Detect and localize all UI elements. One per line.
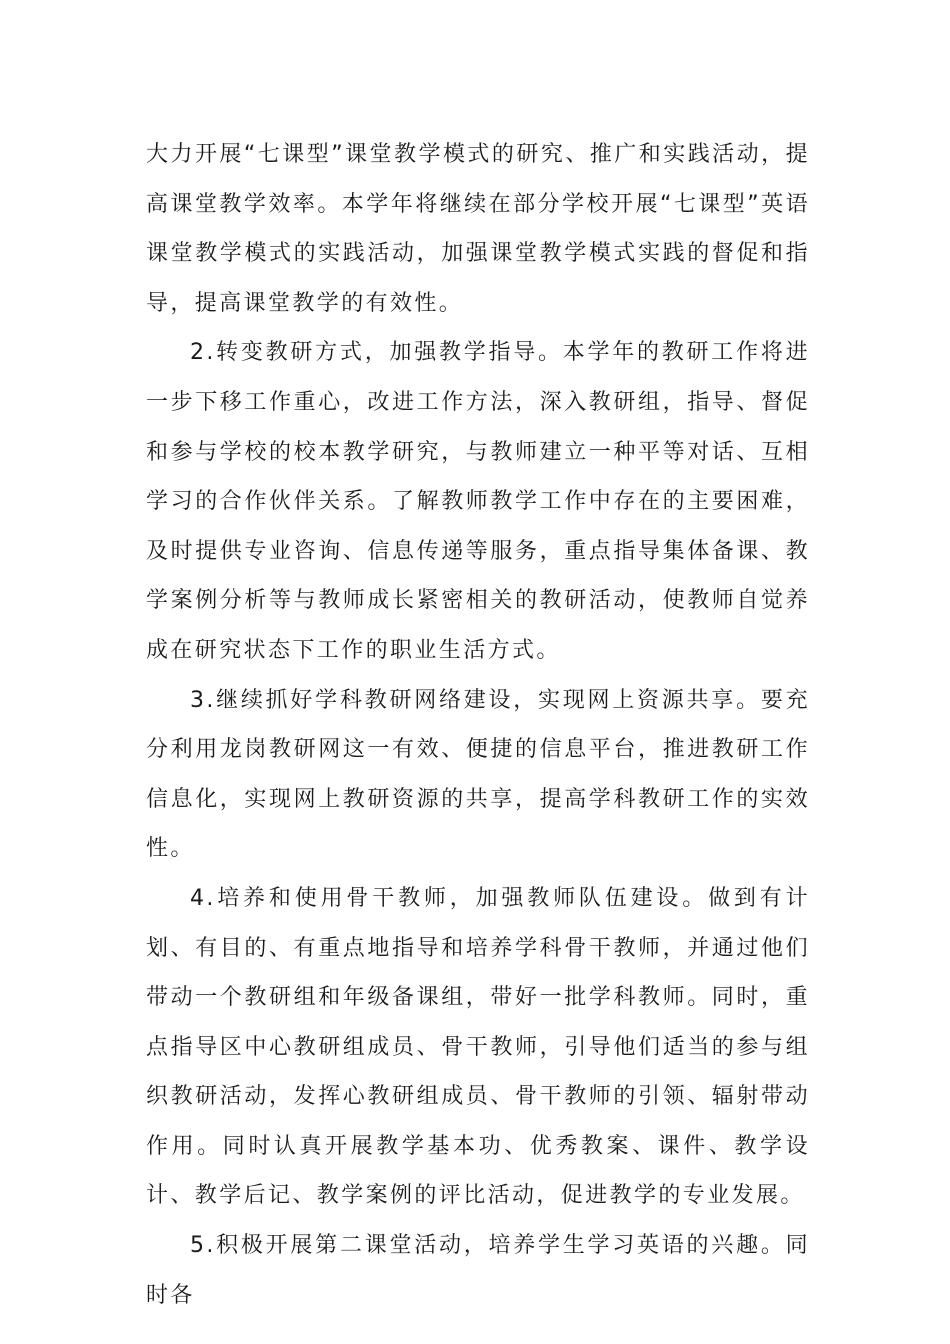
- paragraph-4-backbone-teachers: 4.培养和使用骨干教师，加强教师队伍建设。做到有计划、有目的、有重点地指导和培养学科骨干教师，并通过他们带动一个教研组和年级备课组，带好一批学科教师。同时，重点指导区中心教研组成员、骨干教师，引导他们适当的参与组织教研活动，发挥心教研组成员、骨干教师的引领、辐射带动作用。同时认真开展教学基本功、优秀教案、课件、教学设计、教学后记、教学案例的评比活动，促进教学的专业发展。: [146, 885, 810, 1209]
- paragraph-2-teaching-research-method: 2.转变教研方式，加强教学指导。本学年的教研工作将进一步下移工作重心，改进工作方法，深入教研组，指导、督促和参与学校的校本教学研究，与教师建立一种平等对话、互相学习的合作伙伴关系。了解教师教学工作中存在的主要困难，及时提供专业咨询、信息传递等服务，重点指导集体备课、教学案例分析等与教师成长紧密相关的教研活动，使教师自觉养成在研究状态下工作的职业生活方式。: [146, 340, 810, 663]
- paragraph-3-network-building: 3.继续抓好学科教研网络建设，实现网上资源共享。要充分利用龙岗教研网这一有效、便捷的信息平台，推进教研工作信息化，实现网上教研资源的共享，提高学科教研工作的实效性。: [146, 687, 810, 862]
- paragraph-5-second-classroom: 5.积极开展第二课堂活动，培养学生学习英语的兴趣。同时各: [146, 1233, 810, 1308]
- paragraph-1-continuation: 大力开展“七课型”课堂教学模式的研究、推广和实践活动，提高课堂教学效率。本学年将继续在部分学校开展“七课型”英语课堂教学模式的实践活动，加强课堂教学模式实践的督促和指导，提高课堂教学的有效性。: [146, 142, 810, 316]
- document-body: [146, 130, 810, 1320]
